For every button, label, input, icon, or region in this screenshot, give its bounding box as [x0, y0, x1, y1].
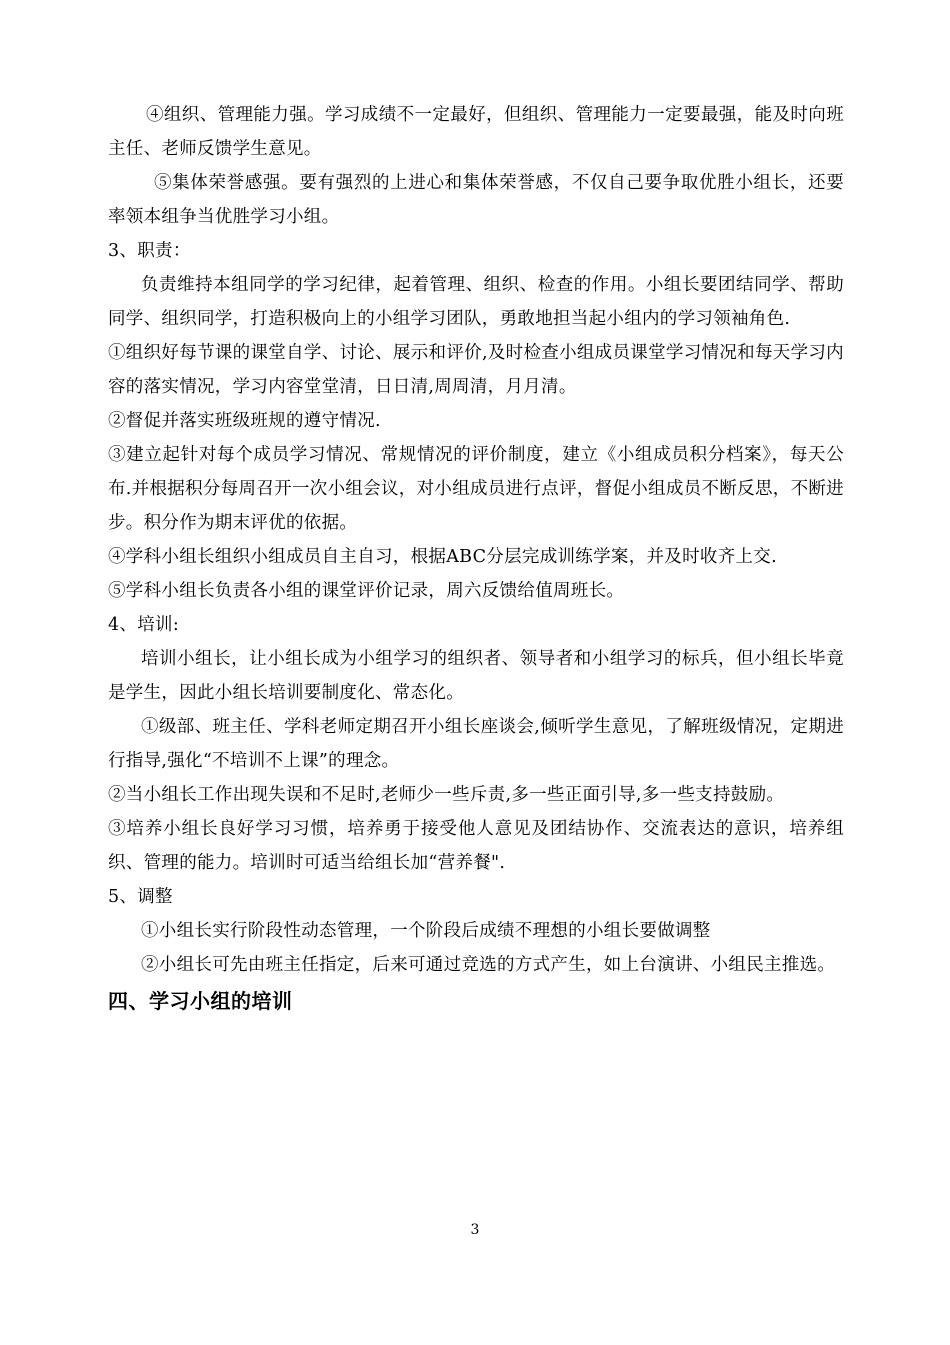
section-heading-adjustment: 5、调整	[108, 887, 173, 907]
paragraph-duties-intro: 负责维持本组同学的学习纪律，起着管理、组织、检查的作用。小组长要团结同学、帮助同学、组织同学，打造积极向上的小组学习团队，勇敢地担当起小组内的学习领袖角色.	[108, 275, 844, 329]
paragraph-duty-2: ②督促并落实班级班规的遵守情况.	[108, 411, 381, 431]
paragraph-training-1: ①级部、班主任、学科老师定期召开小组长座谈会,倾听学生意见，了解班级情况，定期进行指导,强化“不培训不上课”的理念。	[108, 717, 844, 771]
paragraph-leader-quality-5: ⑤集体荣誉感强。要有强烈的上进心和集体荣誉感，不仅自己要争取优胜小组长，还要率领本组争当优胜学习小组。	[108, 173, 844, 227]
section-heading-duties: 3、职责：	[108, 241, 191, 261]
page-content	[108, 98, 844, 1018]
page-number: 3	[470, 1222, 480, 1238]
paragraph-duty-5: ⑤学科小组长负责各小组的课堂评价记录，周六反馈给值周班长。	[108, 581, 625, 601]
paragraph-duty-3: ③建立起针对每个成员学习情况、常规情况的评价制度，建立《小组成员积分档案》，每天公布.并根据积分每周召开一次小组会议，对小组成员进行点评，督促小组成员不断反思，不断进步。积分作为期末评优的依据。	[108, 445, 844, 533]
paragraph-training-3: ③培养小组长良好学习习惯，培养勇于接受他人意见及团结协作、交流表达的意识，培养组织、管理的能力。培训时可适当给组长加“营养餐".	[108, 819, 844, 873]
section-heading-training: 4、培训:	[108, 615, 180, 635]
paragraph-adjustment-1: ①小组长实行阶段性动态管理，一个阶段后成绩不理想的小组长要做调整	[141, 921, 711, 941]
paragraph-training-2: ②当小组长工作出现失误和不足时,老师少一些斥责,多一些正面引导,多一些支持鼓励。	[108, 785, 785, 805]
paragraph-adjustment-2: ②小组长可先由班主任指定，后来可通过竞选的方式产生，如上台演讲、小组民主推选。	[141, 955, 836, 975]
paragraph-duty-1: ①组织好每节课的课堂自学、讨论、展示和评价,及时检查小组成员课堂学习情况和每天学习内容的落实情况，学习内容堂堂清，日日清,周周清，月月清。	[108, 343, 844, 397]
chapter-heading: 四、学习小组的培训	[108, 989, 293, 1013]
paragraph-leader-quality-4: ④组织、管理能力强。学习成绩不一定最好，但组织、管理能力一定要最强，能及时向班主任、老师反馈学生意见。	[108, 105, 844, 159]
paragraph-duty-4: ④学科小组长组织小组成员自主自习，根据ABC分层完成训练学案，并及时收齐上交.	[108, 547, 777, 567]
paragraph-training-intro: 培训小组长，让小组长成为小组学习的组织者、领导者和小组学习的标兵，但小组长毕竟是学生，因此小组长培训要制度化、常态化。	[108, 649, 844, 703]
